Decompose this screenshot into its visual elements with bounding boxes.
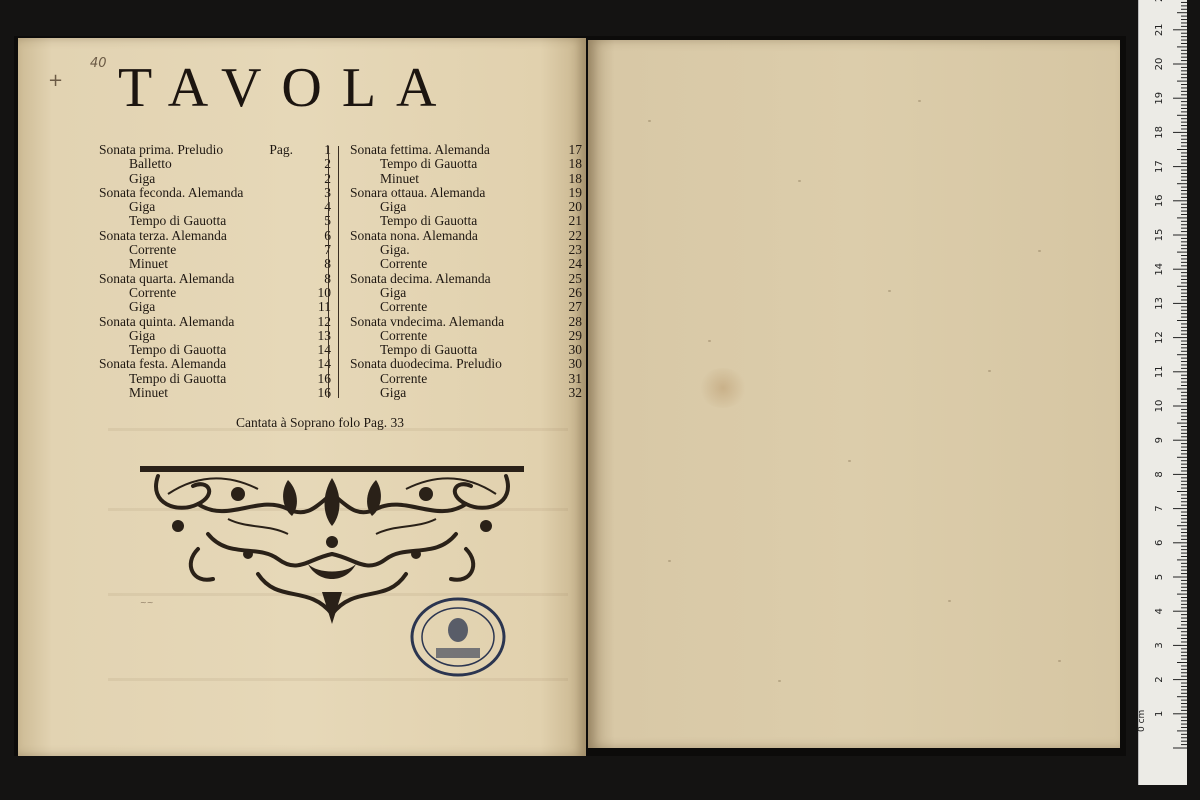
toc-page-number: 6	[324, 227, 331, 243]
toc-entry	[99, 329, 331, 343]
toc-page-number: 5	[324, 213, 331, 229]
toc-entry	[99, 300, 331, 314]
ruler-number: 6	[1154, 539, 1165, 546]
toc-page-number: 14	[317, 356, 331, 372]
ruler-number: 9	[1154, 437, 1165, 444]
toc-entry	[350, 214, 582, 228]
toc-page-number: 18	[568, 156, 582, 172]
toc-page-number: 1	[324, 142, 331, 157]
ruler-number: 19	[1154, 91, 1165, 105]
toc-entry-title: Tempo di Gauotta	[380, 156, 478, 172]
toc-entry-title: Corrente	[129, 242, 177, 258]
toc-entry	[99, 386, 331, 400]
toc-entry	[350, 157, 582, 171]
library-stamp-icon	[408, 594, 508, 680]
toc-page-number: 22	[568, 227, 582, 243]
toc-entry-title: Sonata festa. Alemanda	[99, 356, 227, 372]
cantata-entry: Cantata à Soprano folo Pag. 33	[236, 415, 404, 430]
toc-page-number: 31	[568, 370, 582, 386]
toc-page-number: 8	[324, 270, 331, 286]
ruler-number: 12	[1154, 331, 1165, 344]
toc-entry-title: Giga	[380, 199, 407, 215]
toc-entry	[350, 186, 582, 200]
pencil-cross-mark: +	[48, 70, 64, 91]
toc-page-number: 17	[568, 142, 582, 157]
toc-entry	[99, 157, 331, 171]
ruler-number: 14	[1154, 262, 1165, 276]
toc-entry	[99, 343, 331, 357]
toc-entry-title: Giga	[380, 385, 407, 401]
toc-entry	[99, 200, 331, 214]
toc-entry-title: Sonata duodecima. Preludio	[350, 356, 502, 372]
toc-page-number: 16	[317, 385, 331, 401]
toc-page-number: 23	[568, 242, 582, 258]
toc-entry-title: Balletto	[129, 156, 172, 172]
toc-entry-title: Giga	[129, 170, 156, 186]
toc-page-number: 21	[568, 213, 582, 229]
toc-entry-title: Minuet	[129, 256, 168, 272]
toc-page-number: 2	[324, 170, 331, 186]
toc-entry	[350, 172, 582, 186]
toc-page-number: 11	[318, 299, 331, 315]
toc-page-number: 29	[568, 327, 582, 343]
toc-entry	[99, 372, 331, 386]
toc-entry-title: Tempo di Gauotta	[129, 370, 227, 386]
ruler-number: 18	[1154, 126, 1165, 139]
ruler-number: 5	[1154, 573, 1165, 581]
toc-entry	[99, 143, 331, 157]
toc-entry-title: Sonata quinta. Alemanda	[99, 313, 235, 329]
toc-entry-title: Minuet	[129, 385, 168, 401]
toc-entry-title: Giga	[380, 284, 407, 300]
toc-entry-title: Tempo di Gauotta	[380, 342, 478, 358]
faint-pencil-note: ~~	[140, 598, 154, 607]
ruler-number: 2	[1154, 676, 1165, 683]
toc-entry	[350, 257, 582, 271]
toc-entry	[99, 229, 331, 243]
toc-page-number: 24	[568, 256, 582, 272]
toc-entry-title: Sonara ottaua. Alemanda	[350, 184, 486, 200]
toc-right-column	[350, 143, 582, 400]
toc-entry	[99, 243, 331, 257]
toc-entry-title: Giga	[129, 327, 156, 343]
toc-entry	[350, 343, 582, 357]
ruler-number: 8	[1154, 471, 1165, 478]
pencil-folio-number: 40	[90, 56, 107, 71]
toc-entry	[350, 143, 582, 157]
toc-page-number: 12	[317, 313, 331, 329]
toc-entry	[350, 372, 582, 386]
toc-entry	[350, 357, 582, 371]
toc-page-number: 25	[568, 270, 582, 286]
toc-page-number: 3	[324, 184, 331, 200]
ruler-number: 16	[1154, 194, 1165, 208]
page-title: TAVOLA	[118, 57, 457, 119]
toc-page-number: 13	[317, 327, 331, 343]
toc-entry-title: Corrente	[380, 327, 428, 343]
toc-page-number: 30	[568, 342, 582, 358]
toc-entry-title: Sonata fettima. Alemanda	[350, 142, 490, 157]
toc-entry-title: Giga.	[380, 242, 410, 258]
toc-entry	[99, 172, 331, 186]
measurement-ruler	[1138, 0, 1187, 785]
toc-entry-title: Sonata decima. Alemanda	[350, 270, 491, 286]
toc-entry	[350, 286, 582, 300]
toc-page-number: 8	[324, 256, 331, 272]
toc-entry-title: Sonata terza. Alemanda	[99, 227, 227, 243]
toc-entry-title: Giga	[129, 299, 156, 315]
toc-entry	[99, 357, 331, 371]
toc-entry	[99, 214, 331, 228]
toc-pag-label: Pag.	[269, 142, 293, 157]
toc-page-number: 7	[324, 242, 331, 258]
toc-entry-title: Sonata vndecima. Alemanda	[350, 313, 505, 329]
toc-page-number: 16	[317, 370, 331, 386]
ruler-number: 1	[1154, 710, 1165, 717]
toc-entry	[99, 286, 331, 300]
toc-page-number: 30	[568, 356, 582, 372]
column-divider	[328, 146, 339, 398]
ruler-number: 20	[1154, 57, 1165, 71]
toc-page-number: 19	[568, 184, 582, 200]
toc-page-number: 10	[317, 284, 331, 300]
toc-page-number: 28	[568, 313, 582, 329]
ruler-number: 7	[1154, 505, 1165, 512]
toc-entry-title: Minuet	[380, 170, 419, 186]
ruler-number: 21	[1154, 23, 1165, 37]
toc-entry	[350, 386, 582, 400]
toc-page-number: 18	[568, 170, 582, 186]
toc-entry-title: Tempo di Gauotta	[129, 342, 227, 358]
toc-entry-title: Tempo di Gauotta	[380, 213, 478, 229]
toc-entry-title: Tempo di Gauotta	[129, 213, 227, 229]
ruler-number: 17	[1154, 160, 1165, 173]
ruler-number: 10	[1154, 399, 1165, 413]
ruler-number: 3	[1154, 642, 1165, 649]
ruler-number: 4	[1154, 608, 1165, 615]
toc-entry	[350, 329, 582, 343]
toc-entry	[350, 272, 582, 286]
toc-entry	[99, 272, 331, 286]
ruler-number: 15	[1154, 228, 1165, 242]
right-page-blank	[588, 40, 1120, 748]
toc-entry-title: Sonata feconda. Alemanda	[99, 184, 244, 200]
toc-entry	[350, 300, 582, 314]
toc-entry	[350, 243, 582, 257]
toc-page-number: 26	[568, 284, 582, 300]
ruler-ticks	[1139, 0, 1187, 785]
toc-page-number: 27	[568, 299, 582, 315]
paper-stain	[698, 368, 748, 408]
toc-entry	[350, 229, 582, 243]
toc-entry-title: Corrente	[380, 299, 428, 315]
toc-entry-title: Corrente	[129, 284, 177, 300]
toc-page-number: 2	[324, 156, 331, 172]
ruler-unit-label: 0 cm	[1137, 709, 1147, 732]
toc-entry-title: Sonata prima. Preludio	[99, 142, 224, 157]
toc-entry	[350, 315, 582, 329]
toc-entry-title: Giga	[129, 199, 156, 215]
ruler-number: 11	[1154, 365, 1165, 379]
toc-entry	[99, 315, 331, 329]
ruler-number	[1154, 0, 1165, 2]
toc-page-number: 4	[324, 199, 331, 215]
toc-page-number: 32	[568, 385, 582, 401]
toc-page-number: 14	[317, 342, 331, 358]
toc-entry-title: Sonata quarta. Alemanda	[99, 270, 235, 286]
toc-entry-title: Corrente	[380, 370, 428, 386]
toc-entry	[99, 186, 331, 200]
toc-page-number: 20	[568, 199, 582, 215]
toc-entry	[99, 257, 331, 271]
toc-left-column	[99, 143, 331, 400]
toc-entry-title: Sonata nona. Alemanda	[350, 227, 478, 243]
toc-entry	[350, 200, 582, 214]
ruler-number: 13	[1154, 297, 1165, 310]
toc-entry-title: Corrente	[380, 256, 428, 272]
